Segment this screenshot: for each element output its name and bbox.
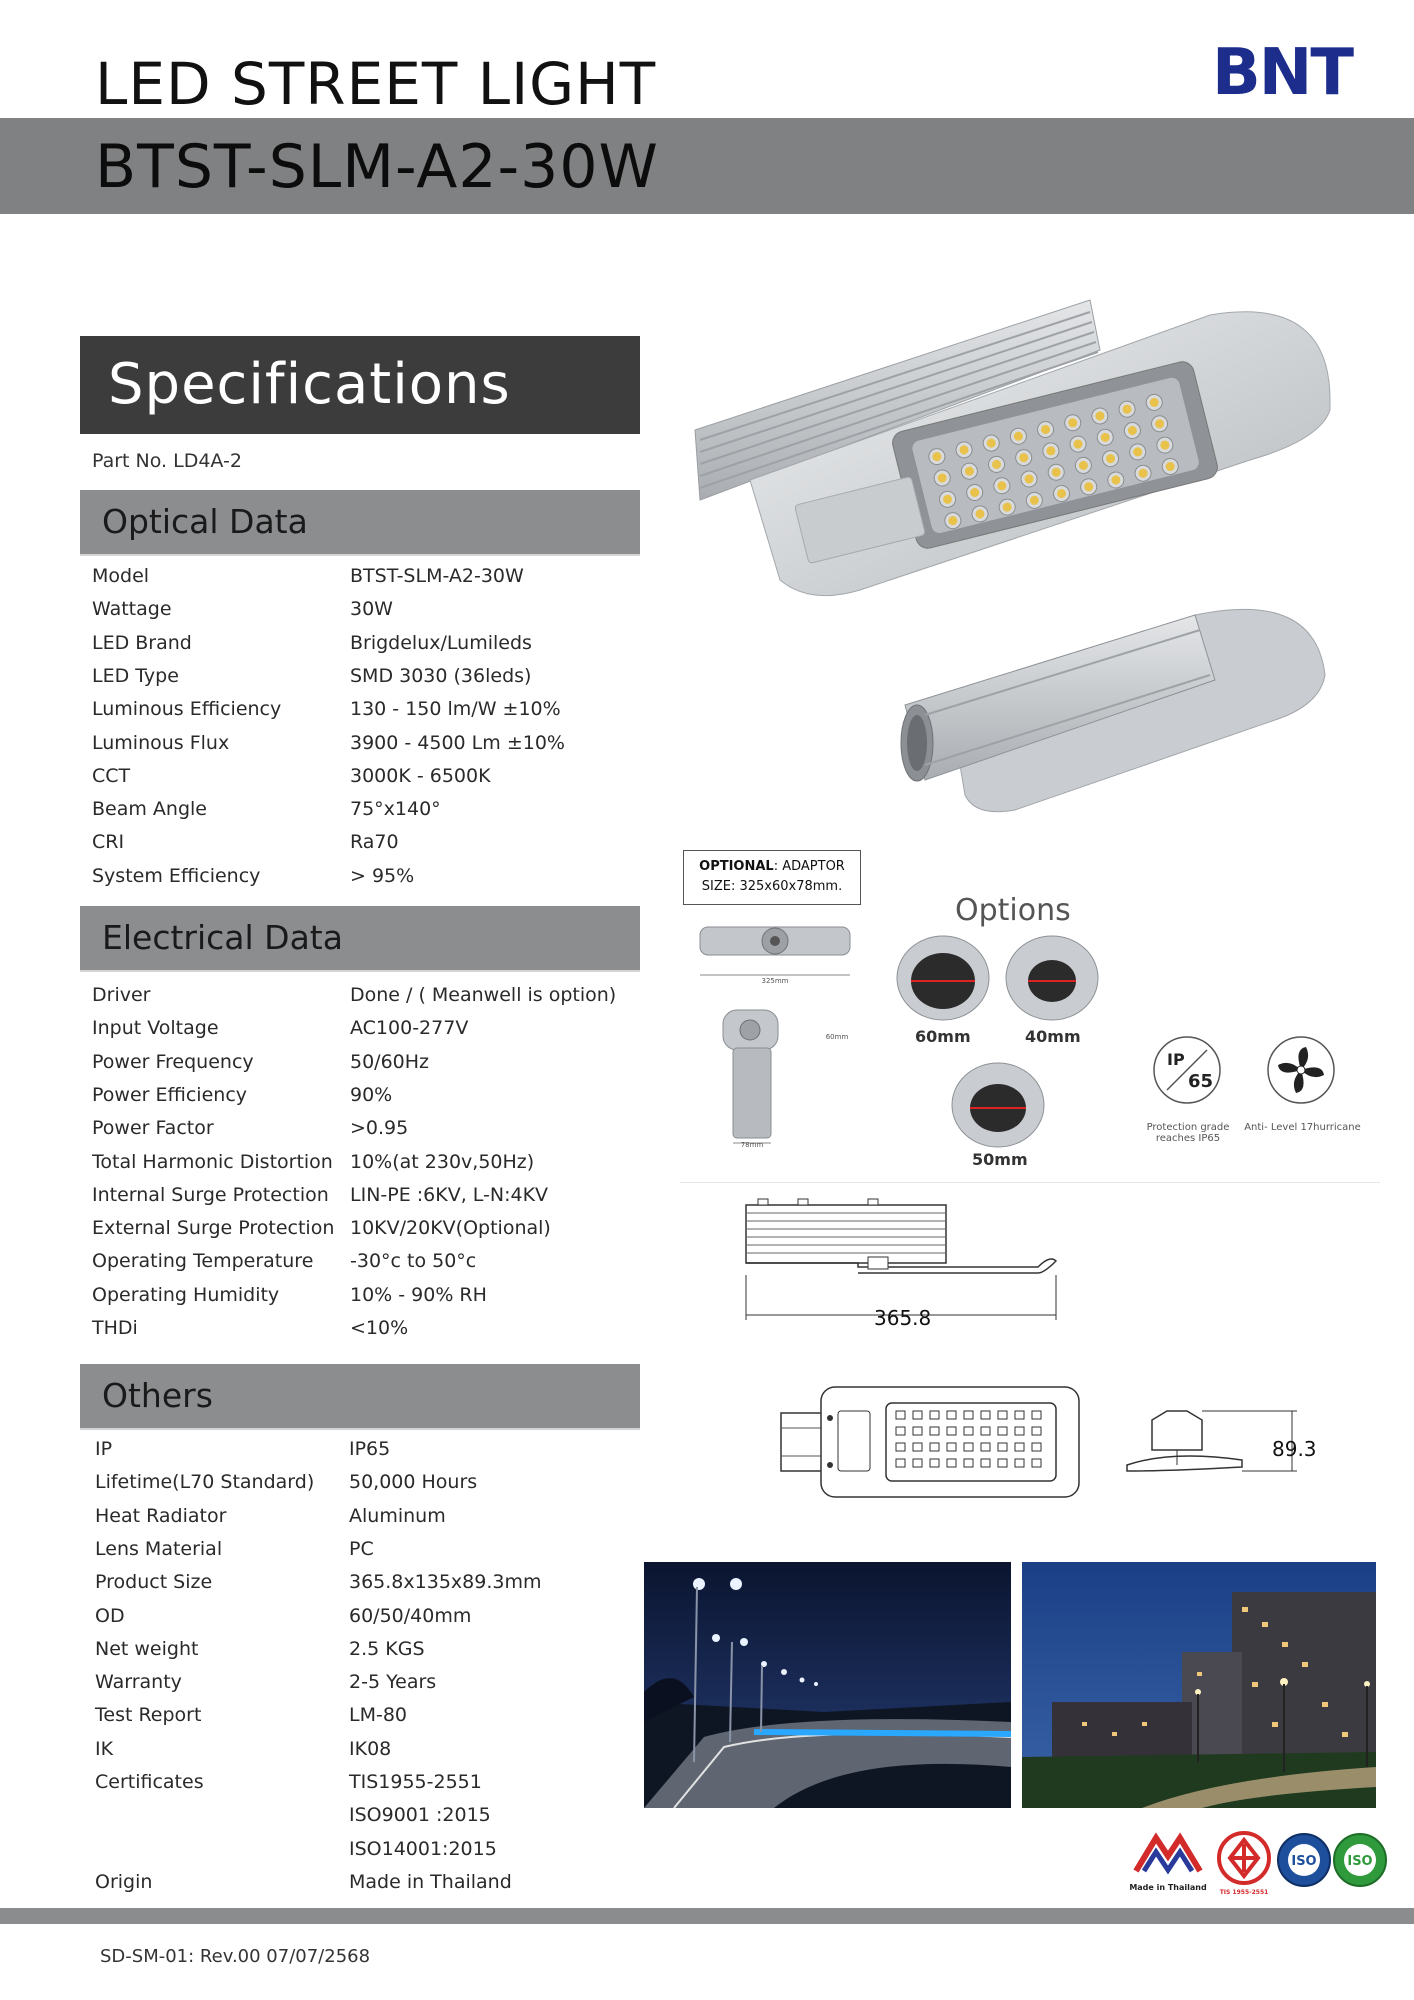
spec-row: [92, 1117, 652, 1150]
spec-label: Input Voltage: [92, 1017, 219, 1040]
spec-value: PC: [349, 1537, 374, 1560]
led-cell: [981, 1443, 990, 1451]
spec-label: Lifetime(L70 Standard): [95, 1471, 315, 1494]
spec-row: [95, 1704, 655, 1737]
product-image-front: [690, 290, 1340, 600]
led-cell: [913, 1411, 922, 1419]
spec-value: ISO14001:2015: [349, 1837, 497, 1860]
led-cell: [1015, 1411, 1024, 1419]
pipe-40mm-icon: [1002, 933, 1102, 1023]
spec-row: [92, 698, 652, 731]
spec-label: CRI: [92, 831, 125, 854]
optional-adaptor-box: [683, 850, 861, 905]
spec-row: [95, 1771, 655, 1804]
spec-row: [95, 1804, 655, 1837]
led-cell: [981, 1427, 990, 1435]
spec-row: [92, 732, 652, 765]
spec-value: Ra70: [350, 831, 399, 854]
spec-label: Model: [92, 565, 150, 587]
spec-value: >0.95: [350, 1117, 409, 1140]
made-in-thailand-logo: [1126, 1826, 1210, 1896]
spec-label: LED Type: [92, 664, 179, 687]
spec-row: [95, 1538, 655, 1571]
pipe-50mm-icon: [948, 1060, 1048, 1150]
led-cell: [998, 1443, 1007, 1451]
spec-row: [92, 598, 652, 631]
spec-label: Wattage: [92, 598, 172, 621]
fan-hurricane-icon: [1266, 1035, 1336, 1105]
spec-label: Driver: [92, 984, 151, 1006]
ip-caption: [1128, 1122, 1248, 1144]
led-cell: [1032, 1411, 1041, 1419]
spec-row: [92, 1184, 652, 1217]
spec-row: [95, 1738, 655, 1771]
divider: [680, 1182, 1380, 1183]
spec-value: 60/50/40mm: [349, 1604, 472, 1627]
spec-value: 10KV/20KV(Optional): [350, 1217, 551, 1240]
led-cell: [1015, 1459, 1024, 1467]
led-cell: [913, 1459, 922, 1467]
spec-row: [92, 1217, 652, 1250]
size-60-label: 60mm: [915, 1027, 971, 1046]
spec-value: 130 - 150 lm/W ±10%: [350, 698, 561, 721]
bnt-logo: [1210, 30, 1385, 102]
spec-label: Operating Humidity: [92, 1283, 280, 1306]
spec-label: OD: [95, 1604, 125, 1627]
optical-section-header: [80, 490, 640, 554]
spec-label: System Efficiency: [92, 864, 261, 887]
spec-value: 3900 - 4500 Lm ±10%: [350, 731, 565, 754]
length-dimension: 365.8: [874, 1306, 932, 1330]
spec-label: Luminous Efficiency: [92, 698, 282, 721]
led-cell: [981, 1459, 990, 1467]
adaptor-drawing-side: [715, 1008, 825, 1148]
spec-value: Aluminum: [349, 1504, 446, 1527]
spec-row: [92, 565, 652, 598]
spec-row: [92, 1051, 652, 1084]
spec-value: IK08: [349, 1737, 392, 1760]
led-cell: [998, 1459, 1007, 1467]
led-cell: [998, 1427, 1007, 1435]
spec-row: [92, 632, 652, 665]
optical-section-title: Optical Data: [102, 502, 308, 541]
model-title: BTST-SLM-A2-30W: [95, 132, 659, 202]
led-cell: [947, 1411, 956, 1419]
part-number: Part No. LD4A-2: [92, 450, 242, 472]
led-cell: [896, 1459, 905, 1467]
spec-value: <10%: [350, 1317, 409, 1339]
electrical-section-header: [80, 906, 640, 970]
highway-night-photo: [644, 1562, 1011, 1808]
spec-value: 2.5 KGS: [349, 1637, 425, 1660]
spec-label: Power Efficiency: [92, 1083, 248, 1106]
optional-label: OPTIONAL: [699, 859, 774, 874]
led-cell: [930, 1427, 939, 1435]
led-cell: [913, 1443, 922, 1451]
spec-value: 2-5 Years: [349, 1671, 437, 1694]
iso-text-2: ISO: [1347, 1854, 1373, 1869]
spec-value: TIS1955-2551: [349, 1771, 482, 1793]
pipe-60mm-icon: [893, 933, 993, 1023]
spec-value: BTST-SLM-A2-30W: [350, 565, 524, 587]
led-cell: [1032, 1443, 1041, 1451]
spec-value: Made in Thailand: [349, 1870, 512, 1893]
others-section-title: Others: [102, 1376, 213, 1415]
spec-value: 75°x140°: [350, 798, 441, 821]
product-image-back: [895, 595, 1335, 815]
spec-label: Power Frequency: [92, 1050, 254, 1073]
spec-value: 30W: [350, 598, 393, 621]
spec-label: Net weight: [95, 1637, 199, 1660]
led-cell: [947, 1427, 956, 1435]
size-50-label: 50mm: [972, 1150, 1028, 1169]
spec-label: Total Harmonic Distortion: [92, 1150, 333, 1173]
spec-label: Luminous Flux: [92, 731, 230, 754]
spec-value: Done / ( Meanwell is option): [350, 984, 617, 1006]
residential-night-photo: [1022, 1562, 1376, 1808]
spec-label: Beam Angle: [92, 798, 207, 821]
logo-text: BNT: [1212, 36, 1352, 102]
product-type-title: LED STREET LIGHT: [95, 50, 657, 118]
spec-label: Power Factor: [92, 1117, 214, 1140]
spec-row: [95, 1838, 655, 1871]
options-heading: Options: [955, 893, 1071, 928]
spec-value: -30°c to 50°c: [350, 1250, 477, 1273]
spec-label: LED Brand: [92, 631, 192, 654]
spec-value: 10% - 90% RH: [350, 1283, 487, 1306]
led-cell: [964, 1459, 973, 1467]
spec-label: Operating Temperature: [92, 1250, 314, 1273]
spec-value: 90%: [350, 1083, 393, 1106]
spec-label: IK: [95, 1737, 114, 1760]
spec-label: External Surge Protection: [92, 1217, 335, 1240]
wind-caption: Anti- Level 17hurricane: [1244, 1122, 1361, 1133]
led-cell: [896, 1443, 905, 1451]
spec-row: [92, 865, 652, 898]
spec-value: > 95%: [350, 864, 415, 887]
spec-label: Heat Radiator: [95, 1504, 227, 1527]
tis-text: TIS 1955-2551: [1219, 1889, 1269, 1896]
spec-label: THDi: [92, 1317, 138, 1339]
height-dimension: 89.3: [1272, 1437, 1317, 1461]
top-view-drawing: [776, 1383, 1086, 1501]
document-reference: SD-SM-01: Rev.00 07/07/2568: [100, 1946, 371, 1967]
spec-row: [95, 1505, 655, 1538]
led-cell: [1032, 1427, 1041, 1435]
led-cell: [913, 1427, 922, 1435]
led-cell: [930, 1411, 939, 1419]
ip65-icon: [1152, 1035, 1222, 1105]
spec-label: Origin: [95, 1870, 153, 1893]
spec-row: [92, 1284, 652, 1317]
spec-label: Certificates: [95, 1771, 204, 1793]
spec-row: [92, 1317, 652, 1350]
spec-row: [92, 1250, 652, 1283]
size-40-label: 40mm: [1025, 1027, 1081, 1046]
spec-value: 3000K - 6500K: [350, 764, 491, 787]
led-cell: [964, 1411, 973, 1419]
led-cell: [896, 1427, 905, 1435]
led-cell: [1015, 1427, 1024, 1435]
led-cell: [998, 1411, 1007, 1419]
spec-label: Internal Surge Protection: [92, 1183, 329, 1206]
spec-value: Brigdelux/Lumileds: [350, 631, 532, 654]
spec-row: [92, 1151, 652, 1184]
tis-logo: [1214, 1830, 1274, 1898]
adaptor-dim-60: 60mm: [825, 1033, 849, 1041]
spec-value: AC100-277V: [350, 1017, 469, 1040]
ip-text: IP: [1167, 1050, 1185, 1069]
iso-blue-logo: [1276, 1832, 1332, 1888]
spec-value: 365.8x135x89.3mm: [349, 1571, 542, 1594]
optional-adaptor-text: : ADAPTOR: [773, 859, 845, 874]
led-cell: [1032, 1459, 1041, 1467]
made-in-thailand-text: Made in Thailand: [1129, 1883, 1207, 1892]
spec-row: [92, 1084, 652, 1117]
spec-value: ISO9001 :2015: [349, 1804, 491, 1827]
electrical-section-title: Electrical Data: [102, 918, 343, 957]
section-rule: [80, 1428, 640, 1430]
spec-row: [95, 1638, 655, 1671]
specifications-heading: Specifications: [108, 352, 511, 417]
led-cell: [930, 1443, 939, 1451]
section-rule: [80, 554, 640, 556]
iso-green-logo: [1332, 1832, 1388, 1888]
spec-label: CCT: [92, 764, 131, 787]
spec-row: [95, 1471, 655, 1504]
spec-value: 50,000 Hours: [349, 1471, 478, 1494]
footer-band: [0, 1908, 1414, 1924]
led-cell: [947, 1443, 956, 1451]
led-cell: [964, 1427, 973, 1435]
spec-value: 50/60Hz: [350, 1050, 430, 1073]
ip-caption-line2: reaches IP65: [1155, 1133, 1221, 1144]
spec-value: IP65: [349, 1438, 391, 1460]
adaptor-size: SIZE: 325x60x78mm.: [701, 879, 843, 894]
ip-number: 65: [1188, 1071, 1214, 1092]
ip-caption-line1: Protection grade: [1146, 1122, 1230, 1133]
spec-value: 10%(at 230v,50Hz): [350, 1150, 535, 1173]
spec-row: [92, 665, 652, 698]
led-cell: [930, 1459, 939, 1467]
led-cell: [1015, 1443, 1024, 1451]
spec-value: LM-80: [349, 1704, 408, 1727]
led-cell: [896, 1411, 905, 1419]
spec-row: [95, 1671, 655, 1704]
spec-row: [95, 1605, 655, 1638]
section-rule: [80, 970, 640, 972]
spec-row: [92, 765, 652, 798]
spec-label: Warranty: [95, 1671, 182, 1694]
spec-label: Lens Material: [95, 1537, 223, 1560]
spec-value: LIN-PE :6KV, L-N:4KV: [350, 1183, 549, 1206]
spec-row: [92, 798, 652, 831]
spec-row: [92, 1017, 652, 1050]
spec-row: [95, 1571, 655, 1604]
spec-label: Test Report: [95, 1704, 202, 1727]
adaptor-dim-325: 325mm: [761, 977, 789, 985]
spec-value: SMD 3030 (36leds): [350, 664, 532, 687]
led-cell: [964, 1443, 973, 1451]
spec-row: [92, 984, 652, 1017]
adaptor-dim-78: 78mm: [740, 1141, 764, 1149]
iso-text-1: ISO: [1291, 1854, 1317, 1869]
spec-row: [95, 1871, 655, 1904]
spec-row: [95, 1438, 655, 1471]
spec-label: IP: [95, 1438, 113, 1460]
others-section-header: [80, 1364, 640, 1428]
spec-label: Product Size: [95, 1571, 213, 1594]
spec-row: [92, 831, 652, 864]
led-cell: [947, 1459, 956, 1467]
led-cell: [981, 1411, 990, 1419]
